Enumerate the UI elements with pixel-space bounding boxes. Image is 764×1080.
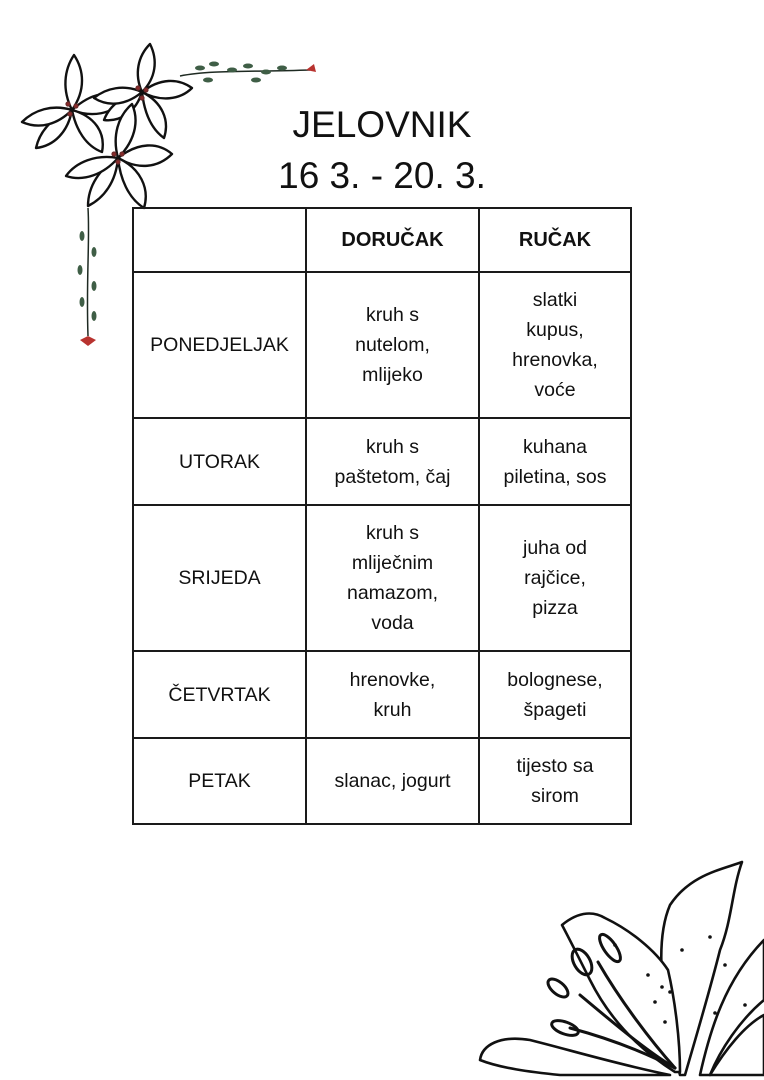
day-cell: SRIJEDA (133, 505, 306, 651)
lunch-cell (479, 738, 631, 824)
breakfast-cell (306, 738, 479, 824)
cell-line: namazom, (346, 582, 439, 604)
table-row (133, 651, 631, 738)
column-header-lunch: RUČAK (479, 208, 631, 272)
table-row (133, 505, 631, 651)
cell-line: kupus, (526, 319, 584, 341)
breakfast-cell (306, 418, 479, 505)
lunch-cell (479, 272, 631, 418)
cell-line: pizza (532, 597, 578, 619)
day-cell: PONEDJELJAK (133, 272, 306, 418)
lunch-cell (479, 651, 631, 738)
column-header-breakfast: DORUČAK (306, 208, 479, 272)
cell-line: kruh s (365, 435, 420, 458)
cell-line: nutelom, (355, 334, 430, 356)
cell-line: rajčice, (524, 567, 586, 589)
cell-line: mliječnim (351, 552, 434, 574)
cell-line: hrenovka, (512, 349, 598, 371)
cell-line: piletina, sos (503, 465, 607, 488)
breakfast-cell (306, 272, 479, 418)
cell-line: špageti (523, 698, 587, 721)
lily-flower-icon (470, 850, 764, 1080)
table-row (133, 418, 631, 505)
day-cell: UTORAK (133, 418, 306, 505)
cell-line: voće (534, 379, 576, 401)
table-header-row (133, 208, 631, 272)
column-header-day (133, 208, 306, 272)
cell-line: sirom (531, 785, 579, 807)
date-range: 16 3. - 20. 3. (278, 155, 486, 196)
cell-line: hrenovke, (349, 668, 436, 691)
breakfast-cell (306, 505, 479, 651)
cell-line: juha od (523, 537, 587, 559)
cell-line: kruh s (365, 522, 420, 544)
cell-line: kruh s (365, 304, 420, 326)
cell-line: voda (371, 612, 414, 634)
day-cell: ČETVRTAK (133, 651, 306, 738)
cell-line: bolognese, (507, 668, 603, 691)
table-row (133, 738, 631, 824)
table-row (133, 272, 631, 418)
cell-line: slatki (532, 289, 578, 311)
cell-line: slanac, jogurt (334, 770, 451, 792)
breakfast-cell (306, 651, 479, 738)
menu-table (132, 207, 632, 825)
cell-line: kuhana (523, 435, 587, 458)
cell-line: paštetom, čaj (334, 465, 451, 488)
day-cell: PETAK (133, 738, 306, 824)
cell-line: kruh (373, 698, 412, 721)
cell-line: tijesto sa (516, 755, 594, 777)
lunch-cell (479, 418, 631, 505)
lunch-cell (479, 505, 631, 651)
page-title: JELOVNIK (292, 104, 472, 145)
cell-line: mlijeko (362, 364, 423, 386)
